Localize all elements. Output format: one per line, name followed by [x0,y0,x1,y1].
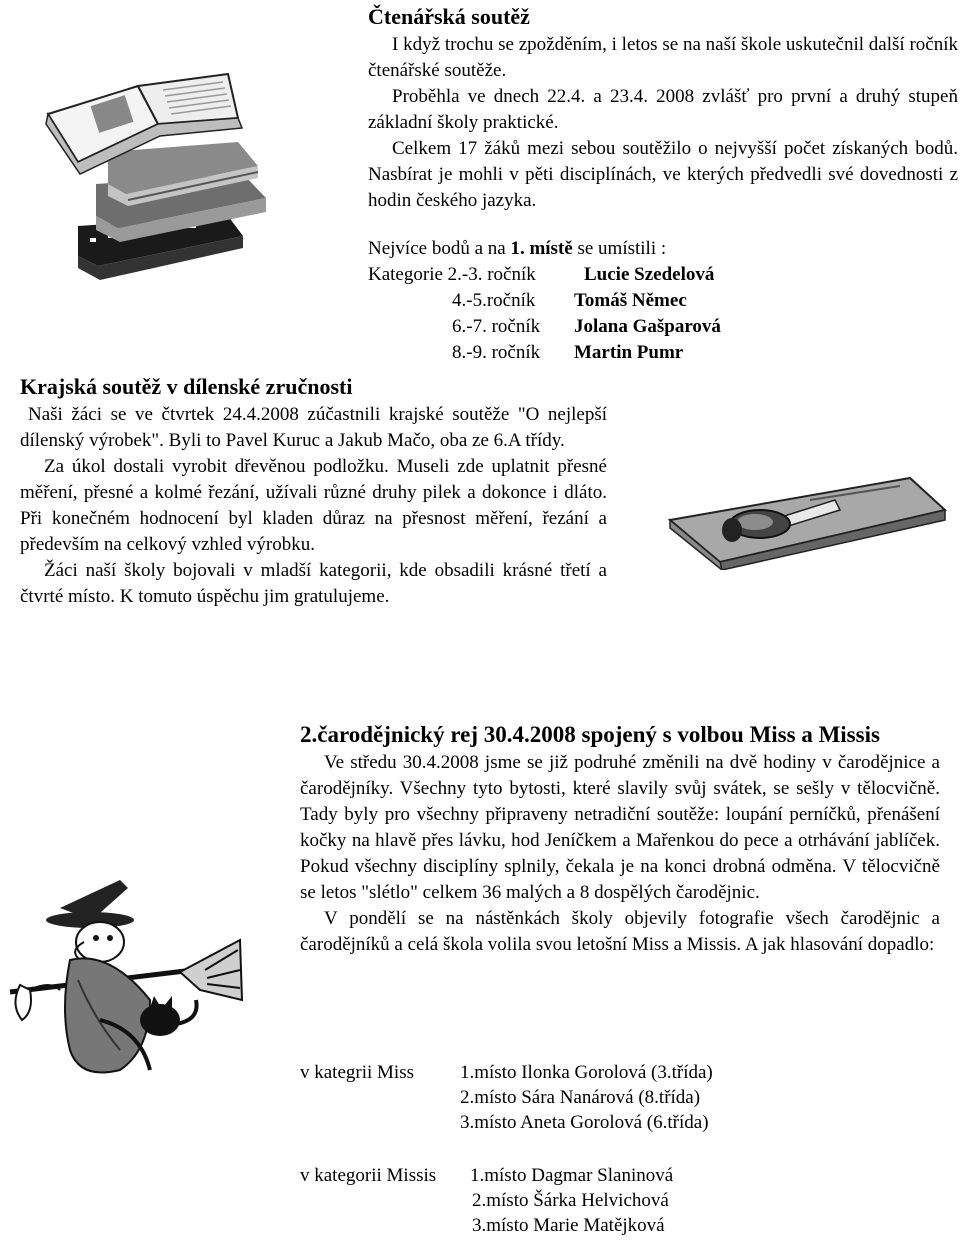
witch-illustration [0,880,245,1085]
missis-place: 2.místo Šárka Helvichová [472,1190,669,1211]
crafts-paragraph-3: Žáci naší školy bojovali v mladší kategorii, kde obsadili krásné třetí a čtvrté místo. K tomuto úspěchu jim gratulujeme. [20,560,607,607]
books-illustration [38,66,278,288]
result-name: Martin Pumr [574,342,684,363]
results-intro-tail: se umístili : [572,238,667,259]
reading-contest-section [368,2,958,214]
reading-paragraph-3: Celkem 17 žáků mezi sebou soutěžilo o nejvyšší počet získaných bodů. Nasbírat je mohli v pěti disciplínách, ve kterých předvedli své dovednosti z hodin českého jazyka. [368,138,958,211]
result-category: 8.-9. ročník [452,342,541,363]
miss-row [300,1060,940,1085]
missis-category-label: v kategorii Missis [300,1165,437,1186]
reading-contest-title: Čtenářská soutěž [368,4,530,29]
result-row [368,340,868,366]
results-intro-place: 1. místě [510,238,573,259]
missis-row [300,1163,940,1188]
reading-paragraph-2: Proběhla ve dnech 22.4. a 23.4. 2008 zvlášť pro první a druhý stupeň základní školy praktické. [368,86,958,133]
result-category: 4.-5.ročník [452,290,536,311]
miss-place: 3.místo Aneta Gorolová (6.třída) [460,1112,709,1133]
miss-row [300,1110,940,1135]
miss-row [300,1085,940,1110]
result-name: Lucie Szedelová [584,264,715,285]
miss-place: 1.místo Ilonka Gorolová (3.třída) [460,1062,713,1083]
witch-party-section [300,720,940,958]
missis-row [300,1213,940,1238]
miss-category-label: v kategrii Miss [300,1062,414,1083]
crafts-contest-title: Krajská soutěž v dílenské zručnosti [20,374,353,399]
results-intro-text: Nejvíce bodů a na [368,238,511,259]
result-name: Jolana Gašparová [574,316,721,337]
chisel-illustration [660,470,950,570]
crafts-contest-section [20,372,607,610]
result-row [368,262,868,288]
miss-results [300,1060,940,1238]
missis-place: 1.místo Dagmar Slaninová [470,1165,674,1186]
reading-paragraph-1: I když trochu se zpožděním, i letos se na naší škole uskutečnil další ročník čtenářské soutěže. [368,34,958,81]
reading-results [368,236,868,366]
crafts-paragraph-1: Naši žáci se ve čtvrtek 24.4.2008 zúčastnili krajské soutěže "O nejlepší dílenský výrobek". Byli to Pavel Kuruc a Jakub Mačo, oba ze 6.A třídy. [20,404,607,451]
witch-paragraph-1: Ve středu 30.4.2008 jsme se již podruhé změnili na dvě hodiny v čarodějnice a čarodějníky. Všechny tyto bytosti, které slavily svůj svátek, se sešly v tělocvičně. Tady byly pro všechny připraveny netradiční soutěže: loupání perníčků, přenášení kočky na hlavě přes lávku, hod Jeníčkem a Mařenkou do pece a otrhávání jablíček. Pokud všechny disciplíny splnily, čekala je na konci drobná odměna. V tělocvičně se letos "slétlo" celkem 36 malých a 8 dospělých čarodějnic. [300,752,940,903]
miss-place: 2.místo Sára Nanárová (8.třída) [460,1087,701,1108]
witch-paragraph-2: V pondělí se na nástěnkách školy objevily fotografie všech čarodějnic a čarodějníků a celá škola volila svou letošní Miss a Missis. A jak hlasování dopadlo: [300,908,940,955]
result-row [368,314,868,340]
result-category: Kategorie 2.-3. ročník [368,264,536,285]
result-category: 6.-7. ročník [452,316,541,337]
witch-party-title: 2.čarodějnický rej 30.4.2008 spojený s volbou Miss a Missis [300,722,880,747]
result-name: Tomáš Němec [574,290,687,311]
result-row [368,288,868,314]
results-intro [368,236,868,262]
crafts-paragraph-2: Za úkol dostali vyrobit dřevěnou podložku. Museli zde uplatnit přesné měření, přesné a kolmé řezání, užívali různé druhy pilek a dokonce i dláto. Při konečném hodnocení byl kladen důraz na přesnost měření, řezání a především na celkový vzhled výrobku. [20,456,607,555]
missis-place: 3.místo Marie Matějková [472,1215,665,1236]
missis-row [300,1188,940,1213]
